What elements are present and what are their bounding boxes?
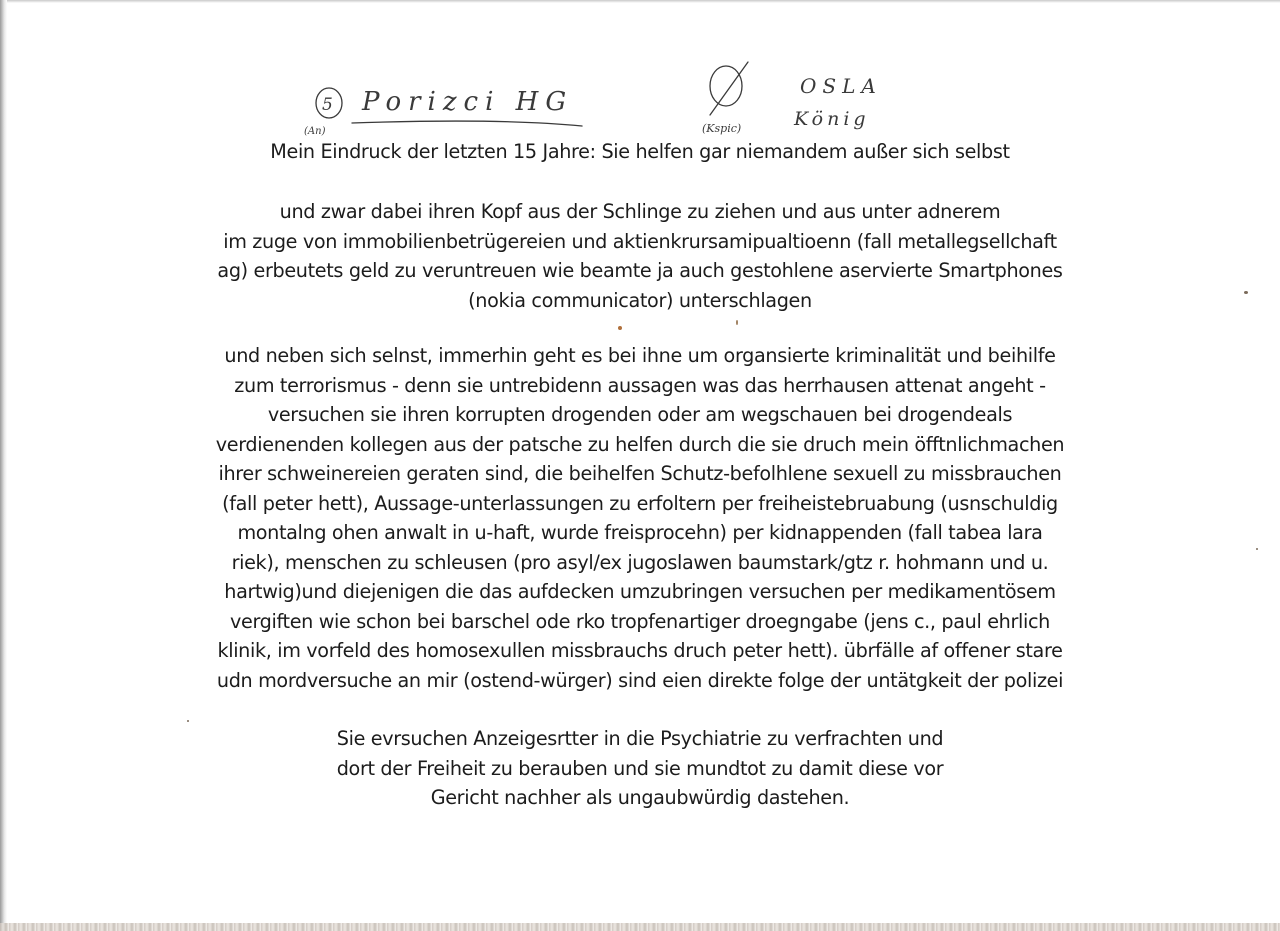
text-line: (nokia communicator) unterschlagen (468, 288, 812, 312)
text-line: riek), menschen zu schleusen (pro asyl/ex jugoslawen baumstark/gtz r. hohmann und u. (231, 550, 1049, 574)
text-line: hartwig)und diejenigen die das aufdecken umzubringen versuchen per medikamentösem (224, 580, 1056, 603)
text-line: ihrer schweinereien geraten sind, die beihelfen Schutz-befolhlene sexuell zu missbrauchen (218, 462, 1062, 485)
scan-speck (187, 720, 189, 722)
right-handwritten-bottom: König (794, 108, 870, 130)
paragraph-2 (0, 341, 1280, 695)
text-line: im zuge von immobilienbetrügereien und aktienkrursamipualtioenn (fall metallegsellchaft (223, 229, 1057, 253)
slashed-circle-mark (710, 66, 742, 106)
left-mark: 5 (322, 95, 333, 115)
right-mark-sub: (Kspic) (702, 122, 742, 135)
text-line: Sie evrsuchen Anzeigesrtter in die Psychiatrie zu verfrachten und (336, 727, 944, 750)
paragraph-3 (0, 724, 1280, 813)
paragraph-1 (0, 197, 1280, 315)
text-line: versuchen sie ihren korrupten drogenden oder am wegschauen bei drogendeals (267, 403, 1013, 426)
text-line: udn mordversuche an mir (ostend-würger) sind eien direkte folge der untätgkeit der polizei (216, 668, 1064, 692)
handwritten-annotation (300, 60, 900, 140)
left-mark-sub: (An) (304, 126, 326, 137)
text-line: klinik, im vorfeld des homosexullen missbrauchs druch peter hett). übrfälle af offener stare (217, 639, 1063, 662)
text-line: und zwar dabei ihren Kopf aus der Schlinge zu ziehen und aus unter adnerem (279, 200, 1001, 223)
scan-speck (736, 320, 738, 325)
text-line: verdienenden kollegen aus der patsche zu helfen durch die sie druch mein öfftnlichmachen (215, 432, 1065, 456)
left-handwritten-text: Porizci HG (362, 87, 574, 117)
scan-edge-bottom (0, 923, 1280, 931)
text-line: (fall peter hett), Aussage-unterlassungen zu erfoltern per freiheistebruabung (usnschuldig (222, 491, 1058, 515)
scan-edge-top (0, 0, 1280, 3)
text-line: und neben sich selnst, immerhin geht es bei ihne um organsierte kriminalität und beihilfe (224, 344, 1056, 367)
text-line: vergiften wie schon bei barschel ode rko tropfenartiger droegngabe (jens c., paul ehrlich (229, 609, 1050, 633)
underline-stroke (352, 121, 582, 126)
text-line: ag) erbeutets geld zu veruntreuen wie beamte ja auch gestohlene aservierte Smartphones (217, 259, 1063, 282)
right-handwritten-top: OSLA (800, 74, 882, 98)
intro-line: Mein Eindruck der letzten 15 Jahre: Sie helfen gar niemandem außer sich selbst (270, 140, 1010, 163)
text-line: montalng ohen anwalt in u-haft, wurde freisprocehn) per kidnappenden (fall tabea lara (237, 521, 1043, 544)
text-line: zum terrorismus - denn sie untrebidenn aussagen was das herrhausen attenat angeht - (234, 373, 1046, 397)
scan-speck (618, 326, 622, 330)
text-line: dort der Freiheit zu berauben und sie mundtot zu damit diese vor (336, 756, 944, 780)
text-line: Gericht nachher als ungaubwürdig dastehen. (430, 786, 850, 809)
